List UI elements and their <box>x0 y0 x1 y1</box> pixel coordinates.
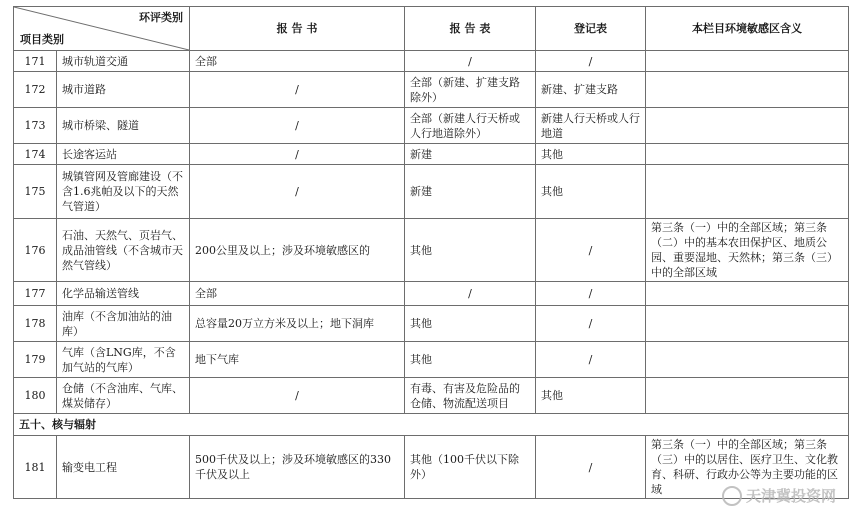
sensitive-cell <box>646 51 849 72</box>
register-cell: 其他 <box>536 378 646 414</box>
report-form-cell: 新建 <box>405 144 536 165</box>
col-sensitive-meaning: 本栏目环境敏感区含义 <box>646 7 849 51</box>
report-form-cell: 有毒、有害及危险品的仓储、物流配送项目 <box>405 378 536 414</box>
row-number: 181 <box>14 436 57 499</box>
header-row <box>14 7 849 51</box>
project-name: 仓储（不含油库、气库、煤炭储存） <box>57 378 190 414</box>
row-number: 178 <box>14 306 57 342</box>
project-name: 输变电工程 <box>57 436 190 499</box>
report-book-cell: 全部 <box>190 51 405 72</box>
row-number: 173 <box>14 108 57 144</box>
col-register: 登记表 <box>536 7 646 51</box>
register-cell: / <box>536 51 646 72</box>
table-row <box>14 108 849 144</box>
report-book-cell: 200公里及以上；涉及环境敏感区的 <box>190 219 405 282</box>
sensitive-cell <box>646 108 849 144</box>
report-form-cell: / <box>405 282 536 306</box>
row-number: 179 <box>14 342 57 378</box>
report-form-cell: 其他 <box>405 219 536 282</box>
row-number: 171 <box>14 51 57 72</box>
report-form-cell: 其他 <box>405 342 536 378</box>
eia-classification-table <box>13 6 849 499</box>
project-name: 化学品输送管线 <box>57 282 190 306</box>
project-name: 城市道路 <box>57 72 190 108</box>
sensitive-cell <box>646 378 849 414</box>
eia-category-label: 环评类别 <box>139 11 183 24</box>
table-row <box>14 144 849 165</box>
register-cell: / <box>536 282 646 306</box>
sensitive-cell <box>646 306 849 342</box>
project-name: 城镇管网及管廊建设（不含1.6兆帕及以下的天然气管道） <box>57 165 190 219</box>
report-book-cell: / <box>190 378 405 414</box>
report-book-cell: / <box>190 108 405 144</box>
register-cell: 其他 <box>536 144 646 165</box>
row-number: 172 <box>14 72 57 108</box>
register-cell: / <box>536 342 646 378</box>
project-name: 气库（含LNG库，不含加气站的气库） <box>57 342 190 378</box>
section-row <box>14 414 849 436</box>
sensitive-cell: 第三条（一）中的全部区域；第三条（三）中的以居住、医疗卫生、文化教育、科研、行政办公等为主要功能的区域 <box>646 436 849 499</box>
report-book-cell: 500千伏及以上；涉及环境敏感区的330千伏及以上 <box>190 436 405 499</box>
project-name: 石油、天然气、页岩气、成品油管线（不含城市天然气管线） <box>57 219 190 282</box>
table-row <box>14 51 849 72</box>
project-name: 城市轨道交通 <box>57 51 190 72</box>
register-cell: / <box>536 306 646 342</box>
register-cell: 新建人行天桥或人行地道 <box>536 108 646 144</box>
table-row <box>14 72 849 108</box>
report-book-cell: 总容量20万立方米及以上；地下洞库 <box>190 306 405 342</box>
report-form-cell: 新建 <box>405 165 536 219</box>
report-book-cell: 全部 <box>190 282 405 306</box>
register-cell: / <box>536 219 646 282</box>
sensitive-cell <box>646 72 849 108</box>
report-book-cell: 地下气库 <box>190 342 405 378</box>
report-form-cell: 全部（新建人行天桥或人行地道除外） <box>405 108 536 144</box>
report-book-cell: / <box>190 144 405 165</box>
sensitive-cell <box>646 342 849 378</box>
col-report-book: 报 告 书 <box>190 7 405 51</box>
report-form-cell: 其他（100千伏以下除外） <box>405 436 536 499</box>
project-name: 长途客运站 <box>57 144 190 165</box>
register-cell: / <box>536 436 646 499</box>
report-form-cell: 其他 <box>405 306 536 342</box>
sensitive-cell <box>646 144 849 165</box>
row-number: 180 <box>14 378 57 414</box>
project-name: 城市桥梁、隧道 <box>57 108 190 144</box>
report-form-cell: / <box>405 51 536 72</box>
table-row <box>14 282 849 306</box>
sensitive-cell: 第三条（一）中的全部区域；第三条（二）中的基本农田保护区、地质公园、重要湿地、天然林；第三条（三）中的全部区域 <box>646 219 849 282</box>
table-row <box>14 306 849 342</box>
watermark-text: 天津冀投资网 <box>745 487 836 505</box>
col-report-form: 报 告 表 <box>405 7 536 51</box>
project-name: 油库（不含加油站的油库） <box>57 306 190 342</box>
table-row <box>14 165 849 219</box>
row-number: 177 <box>14 282 57 306</box>
report-book-cell: / <box>190 72 405 108</box>
table-row <box>14 378 849 414</box>
table-row <box>14 219 849 282</box>
register-cell: 新建、扩建支路 <box>536 72 646 108</box>
sensitive-cell <box>646 282 849 306</box>
register-cell: 其他 <box>536 165 646 219</box>
row-number: 175 <box>14 165 57 219</box>
row-number: 176 <box>14 219 57 282</box>
diagonal-header-cell <box>14 7 190 51</box>
table-row <box>14 342 849 378</box>
report-book-cell: / <box>190 165 405 219</box>
row-number: 174 <box>14 144 57 165</box>
section-title: 五十、核与辐射 <box>14 414 849 436</box>
report-form-cell: 全部（新建、扩建支路除外） <box>405 72 536 108</box>
sensitive-cell <box>646 165 849 219</box>
project-category-label: 项目类别 <box>20 33 64 46</box>
table-row <box>14 436 849 499</box>
